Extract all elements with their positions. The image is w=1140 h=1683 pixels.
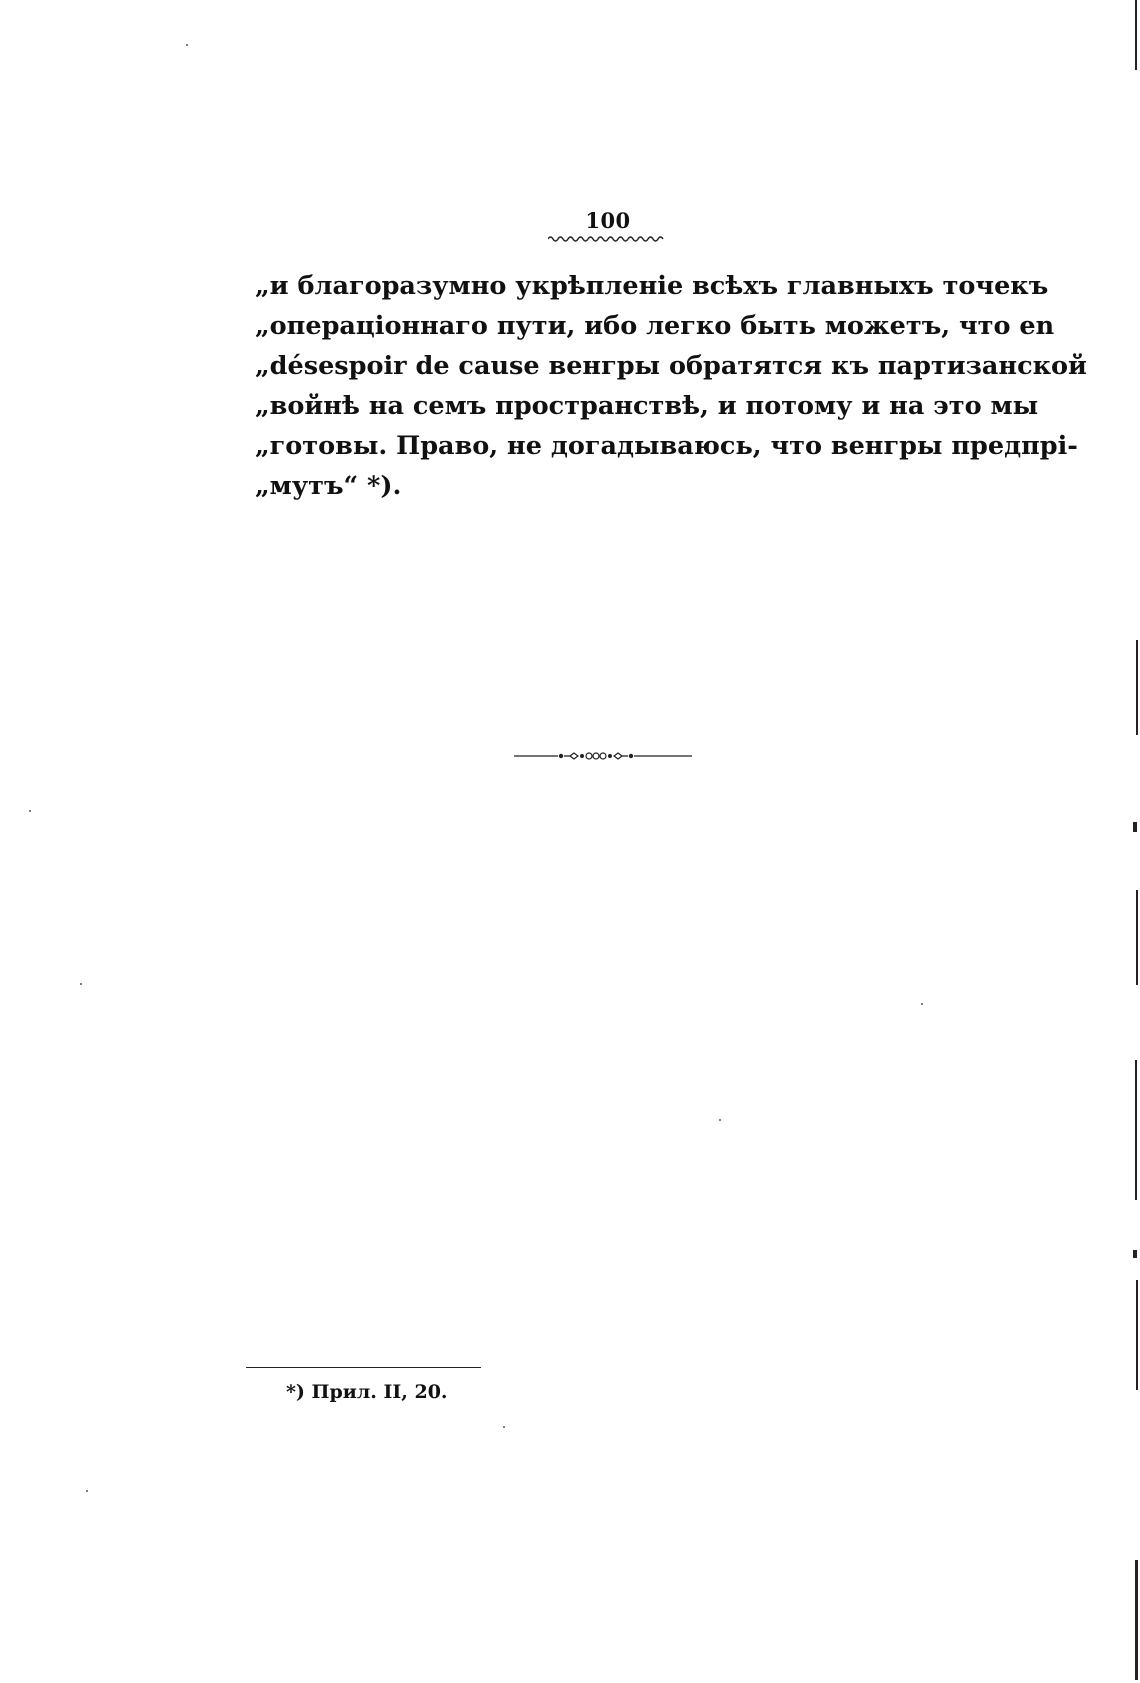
binding-edge-mark	[1135, 1560, 1138, 1680]
text-line: „и благоразумно укрѣпленіе всѣхъ главныхъ точекъ	[255, 271, 1049, 301]
binding-edge-mark	[1135, 0, 1137, 70]
scan-speck	[719, 1119, 721, 1121]
footnote-divider	[246, 1367, 481, 1368]
binding-edge-mark	[1136, 640, 1138, 735]
text-line: „войнѣ на семъ пространствѣ, и потому и на это мы	[255, 391, 1039, 421]
page-number: 100	[585, 208, 631, 233]
binding-edge-mark	[1135, 1060, 1137, 1200]
text-line: „операціоннаго пути, ибо легко быть можетъ, что en	[255, 311, 1055, 341]
text-line: „désespoir de cause венгры обратятся къ партизанской	[255, 351, 1087, 381]
main-text	[255, 266, 1087, 506]
scan-speck	[503, 1426, 505, 1428]
scan-speck	[29, 810, 31, 812]
section-end-ornament	[514, 750, 692, 762]
scan-speck	[80, 983, 82, 985]
scan-speck	[86, 1490, 88, 1492]
page-number-wavy-rule	[548, 234, 666, 244]
scan-speck	[186, 44, 188, 46]
binding-edge-mark	[1136, 890, 1138, 985]
text-line: „готовы. Право, не догадываюсь, что венгры предпрі-	[255, 431, 1078, 461]
scan-speck	[921, 1003, 923, 1005]
binding-edge-mark	[1136, 1280, 1138, 1390]
binding-edge-mark	[1133, 1250, 1137, 1258]
text-line: „мутъ“ *).	[255, 471, 402, 501]
binding-edge-mark	[1133, 822, 1137, 832]
footnote: *) Прил. II, 20.	[286, 1381, 448, 1403]
